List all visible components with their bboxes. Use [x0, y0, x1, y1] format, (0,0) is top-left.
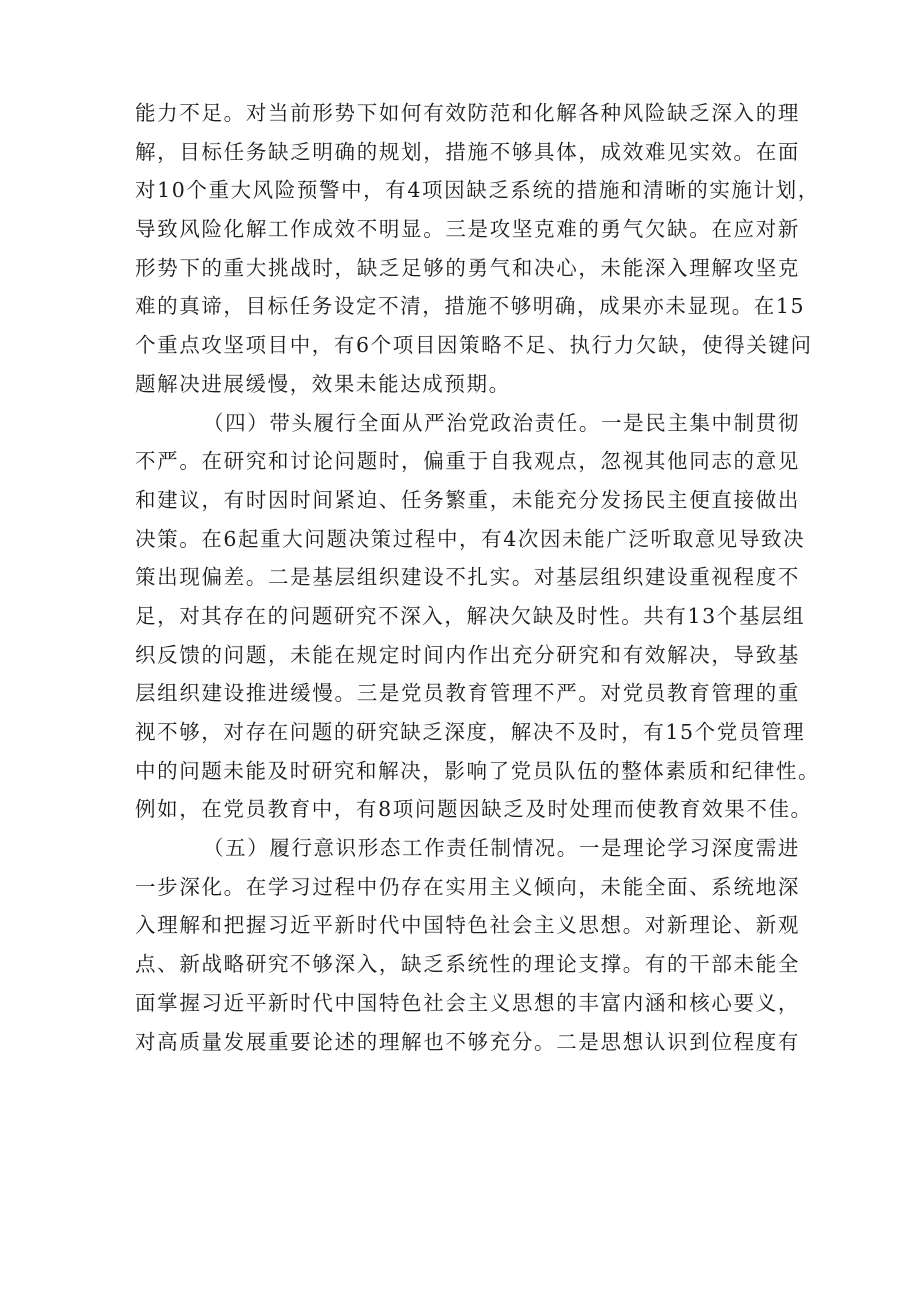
- text-line: 个重点攻坚项目中，有6个项目因策略不足、执行力欠缺，使得关键问: [135, 333, 813, 358]
- text-line: 难的真谛，目标任务设定不清，措施不够明确，成果亦未显现。在15: [135, 294, 806, 319]
- text-line: 策出现偏差。二是基层组织建设不扎实。对基层组织建设重视程度不: [135, 565, 800, 590]
- text-line: 解，目标任务缺乏明确的规划，措施不够具体，成效难见实效。在面: [135, 139, 800, 164]
- text-line: 对高质量发展重要论述的理解也不够充分。二是思想认识到位程度有: [135, 1029, 800, 1054]
- section-heading-line: （五）履行意识形态工作责任制情况。一是理论学习深度需进: [203, 836, 800, 861]
- text-line: 一步深化。在学习过程中仍存在实用主义倾向，未能全面、系统地深: [135, 874, 800, 899]
- text-line: 决策。在6起重大问题决策过程中，有4次因未能广泛听取意见导致决: [135, 526, 806, 551]
- text-line: 层组织建设推进缓慢。三是党员教育管理不严。对党员教育管理的重: [135, 681, 800, 706]
- text-line: 面掌握习近平新时代中国特色社会主义思想的丰富内涵和核心要义，: [135, 990, 800, 1015]
- text-line: 视不够，对存在问题的研究缺乏深度，解决不及时，有15个党员管理: [135, 720, 806, 744]
- text-line: 对10个重大风险预警中，有4项因缺乏系统的措施和清晰的实施计划，: [135, 178, 820, 203]
- text-line: 题解决进展缓慢，效果未能达成预期。: [135, 371, 511, 396]
- text-line: 形势下的重大挑战时，缺乏足够的勇气和决心，未能深入理解攻坚克: [135, 255, 800, 280]
- text-line: 入理解和把握习近平新时代中国特色社会主义思想。对新理论、新观: [135, 913, 800, 938]
- text-line: 不严。在研究和讨论问题时，偏重于自我观点，忽视其他同志的意见: [135, 449, 800, 474]
- text-line: 导致风险化解工作成效不明显。三是攻坚克难的勇气欠缺。在应对新: [135, 217, 800, 242]
- text-line: 例如，在党员教育中，有8项问题因缺乏及时处理而使教育效果不佳。: [135, 797, 813, 822]
- text-line: 和建议，有时因时间紧迫、任务繁重，未能充分发扬民主便直接做出: [135, 487, 800, 512]
- section-heading-line: （四）带头履行全面从严治党政治责任。一是民主集中制贯彻: [203, 410, 800, 435]
- text-line: 能力不足。对当前形势下如何有效防范和化解各种风险缺乏深入的理: [135, 101, 800, 125]
- text-line: 织反馈的问题，未能在规定时间内作出充分研究和有效解决，导致基: [135, 642, 800, 667]
- body-text: [135, 94, 821, 1061]
- text-line: 中的问题未能及时研究和解决，影响了党员队伍的整体素质和纪律性。: [135, 758, 821, 783]
- text-line: 足，对其存在的问题研究不深入，解决欠缺及时性。共有13个基层组: [135, 603, 806, 628]
- text-line: 点、新战略研究不够深入，缺乏系统性的理论支撑。有的干部未能全: [135, 952, 800, 977]
